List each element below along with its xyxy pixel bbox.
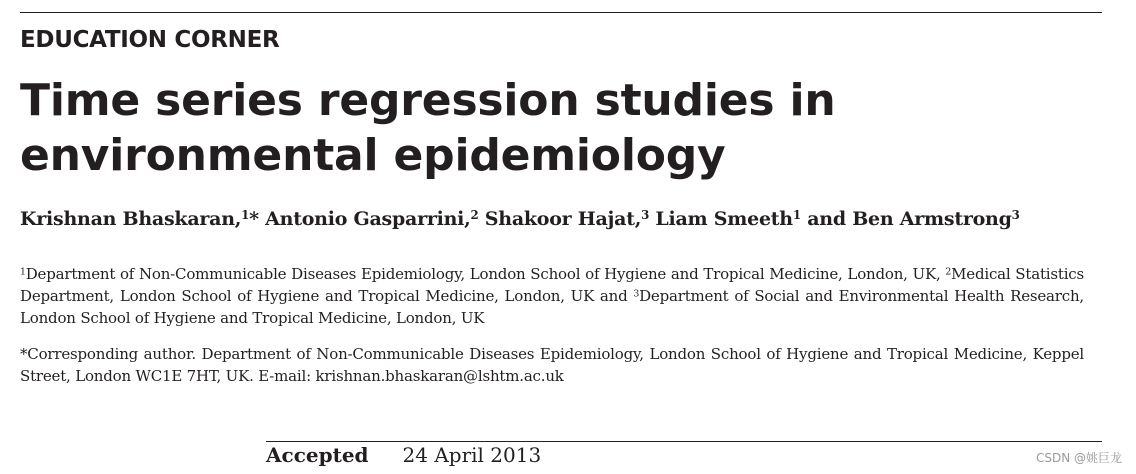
corresponding-author: *Corresponding author. Department of Non-Communicable Diseases Epidemiology, London School of Hygiene and Tropical Medicine, Keppel Street, London WC1E 7HT, UK. E-mail: krishnan.bhaskaran@lshtm.ac.uk: [20, 345, 1084, 385]
section-heading: EDUCATION CORNER: [20, 27, 280, 53]
accepted-label: Accepted: [266, 443, 369, 467]
author-list: [20, 208, 1020, 230]
accepted-date: 24 April 2013: [402, 443, 542, 467]
top-rule: [20, 12, 1102, 13]
accepted-line: [266, 443, 541, 467]
bottom-rule: [266, 441, 1102, 442]
affiliations: $^1$Department of Non-Communicable Diseases Epidemiology, London School of Hygiene and Tropical Medicine, London, UK, $^2$Medical Statistics Department, London School of Hygiene and Tropical Medicine, London, UK and $^3$Department of Social and Environmental Health Research, London School of Hygiene and Tropical Medicine, London, UK: [20, 265, 1084, 327]
author: Shakoor Hajat,$^3$: [484, 208, 650, 230]
article-title: Time series regression studies in environmental epidemiology: [20, 75, 836, 181]
author: Antonio Gasparrini,$^2$: [265, 208, 479, 230]
author: Krishnan Bhaskaran,$^1$*: [20, 208, 259, 230]
author: and Ben Armstrong$^3$: [807, 208, 1020, 230]
watermark: CSDN @姚巨龙: [1035, 451, 1122, 465]
author: Liam Smeeth$^1$: [655, 208, 801, 230]
